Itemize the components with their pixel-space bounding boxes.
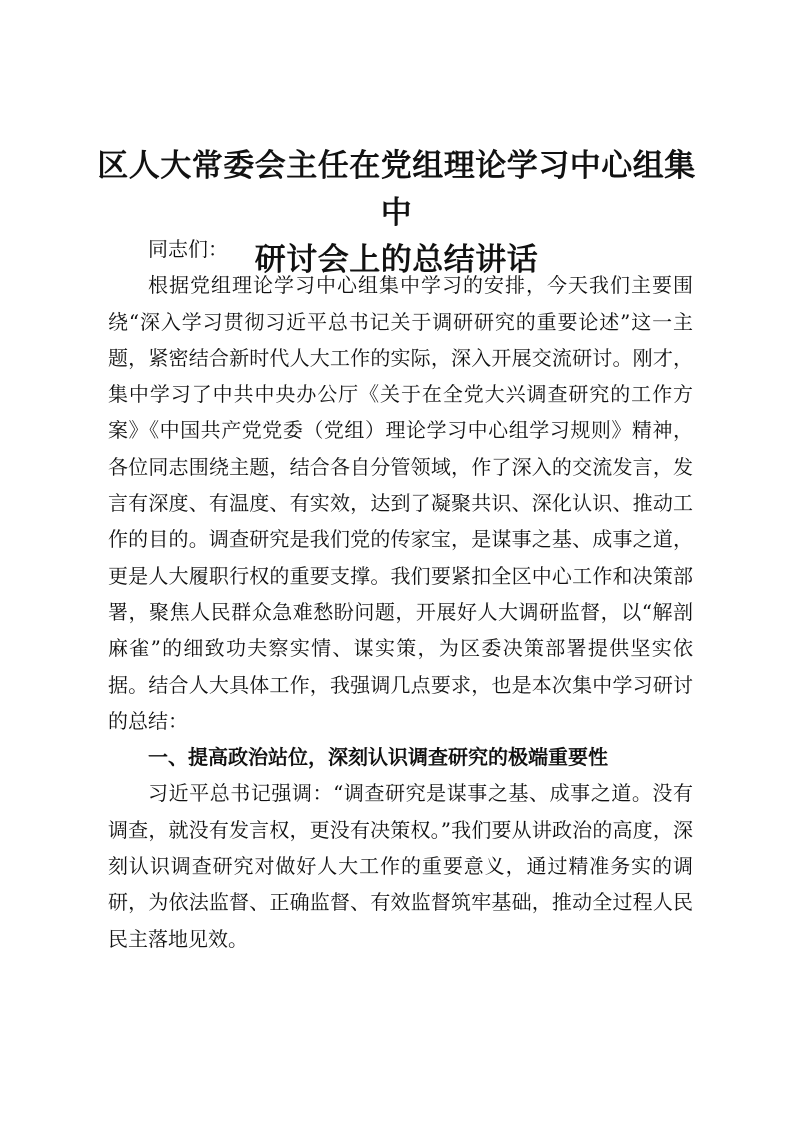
salutation: 同志们： (148, 237, 228, 261)
title-line-1: 区人大常委会主任在党组理论学习中心组集中 (97, 148, 696, 231)
document-body (108, 231, 693, 957)
paragraph-section-1: 习近平总书记强调：“调查研究是谋事之基、成事之道。没有调查，就没有发言权，更没有决策权。”我们要从讲政治的高度，深刻认识调查研究对做好人大工作的重要意义，通过精准务实的调研，为依法监督、正确监督、有效监督筑牢基础，推动全过程人民民主落地见效。 (108, 781, 693, 951)
title-line-2: 研讨会上的总结讲话 (254, 242, 539, 278)
section-heading-1: 一、提高政治站位，深刻认识调查研究的极端重要性 (148, 745, 608, 770)
paragraph-intro: 根据党组理论学习中心组集中学习的安排，今天我们主要围绕“深入学习贯彻习近平总书记关于调研研究的重要论述”这一主题，紧密结合新时代人大工作的实际，深入开展交流研讨。刚才，集中学习了中共中央办公厅《关于在全党大兴调查研究的工作方案》《中国共产党党委（党组）理论学习中心组学习规则》精神，各位同志围绕主题，结合各自分管领域，作了深入的交流发言，发言有深度、有温度、有实效，达到了凝聚共识、深化认识、推动工作的目的。调查研究是我们党的传家宝，是谋事之基、成事之道，更是人大履职行权的重要支撑。我们要紧扣全区中心工作和决策部署，聚焦人民群众急难愁盼问题，开展好人大调研监督，以“解剖麻雀”的细致功夫察实情、谋实策，为区委决策部署提供坚实依据。结合人大具体工作，我强调几点要求，也是本次集中学习研讨的总结： (108, 273, 693, 733)
